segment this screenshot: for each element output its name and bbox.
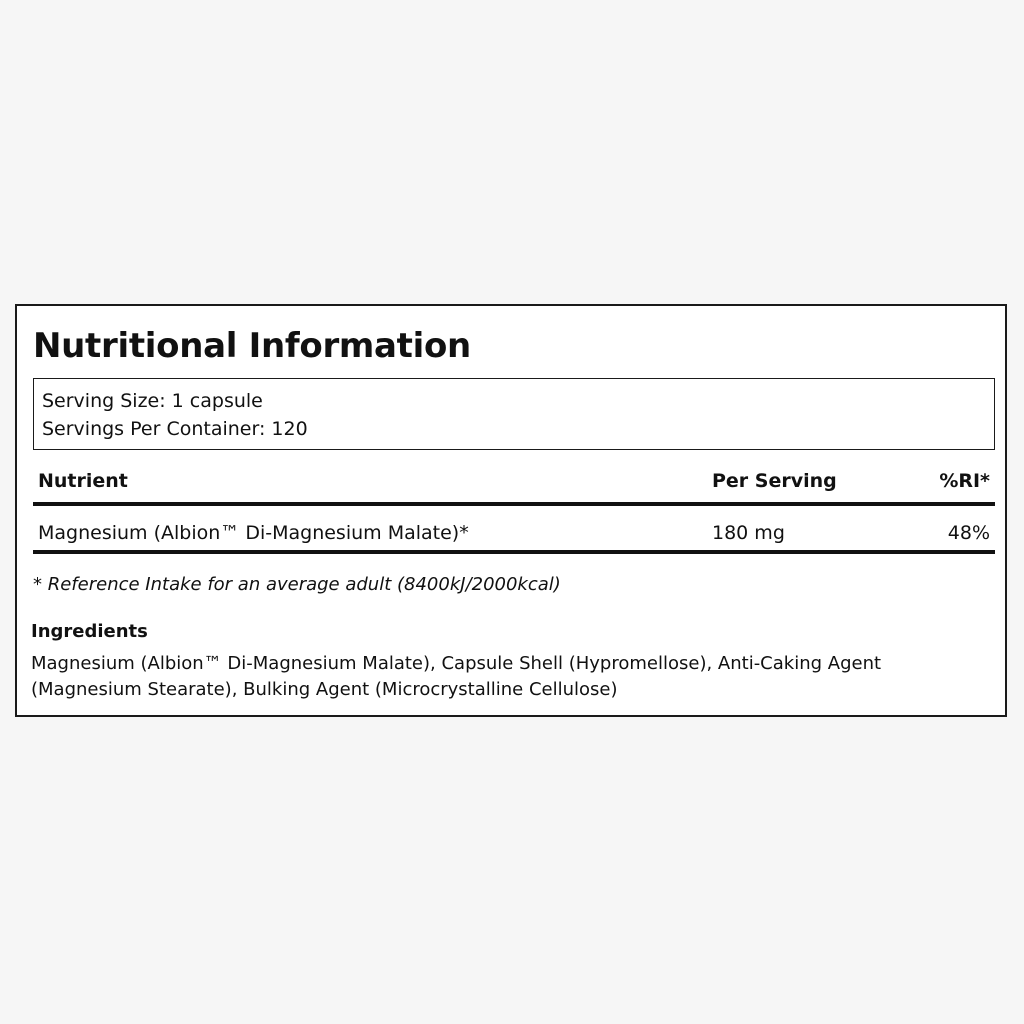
- ingredients-heading: Ingredients: [31, 621, 148, 642]
- nutrition-panel: [15, 304, 1007, 717]
- ingredients-list: Magnesium (Albion™ Di-Magnesium Malate), Capsule Shell (Hypromellose), Anti-Caking Agent (Magnesium Stearate), Bulking Agent (Microcrystalline Cellulose): [31, 653, 882, 700]
- servings-per-container: Servings Per Container: 120: [42, 418, 308, 440]
- header-divider: [33, 502, 995, 506]
- serving-size: Serving Size: 1 capsule: [42, 390, 263, 412]
- table-bottom-divider: [33, 550, 995, 554]
- row-ri: 48%: [947, 522, 990, 544]
- table-row: [33, 520, 995, 550]
- table-header-row: [33, 468, 995, 498]
- reference-intake-footnote: * Reference Intake for an average adult (8400kJ/2000kcal): [33, 574, 561, 595]
- serving-info-box: [33, 378, 995, 450]
- row-nutrient: Magnesium (Albion™ Di-Magnesium Malate)*: [38, 522, 469, 544]
- row-per-serving: 180 mg: [712, 522, 785, 544]
- panel-title: Nutritional Information: [33, 326, 471, 366]
- nutrient-table: [33, 468, 995, 554]
- header-per-serving: Per Serving: [712, 470, 837, 492]
- header-nutrient: Nutrient: [38, 470, 128, 492]
- header-ri: %RI*: [939, 470, 990, 492]
